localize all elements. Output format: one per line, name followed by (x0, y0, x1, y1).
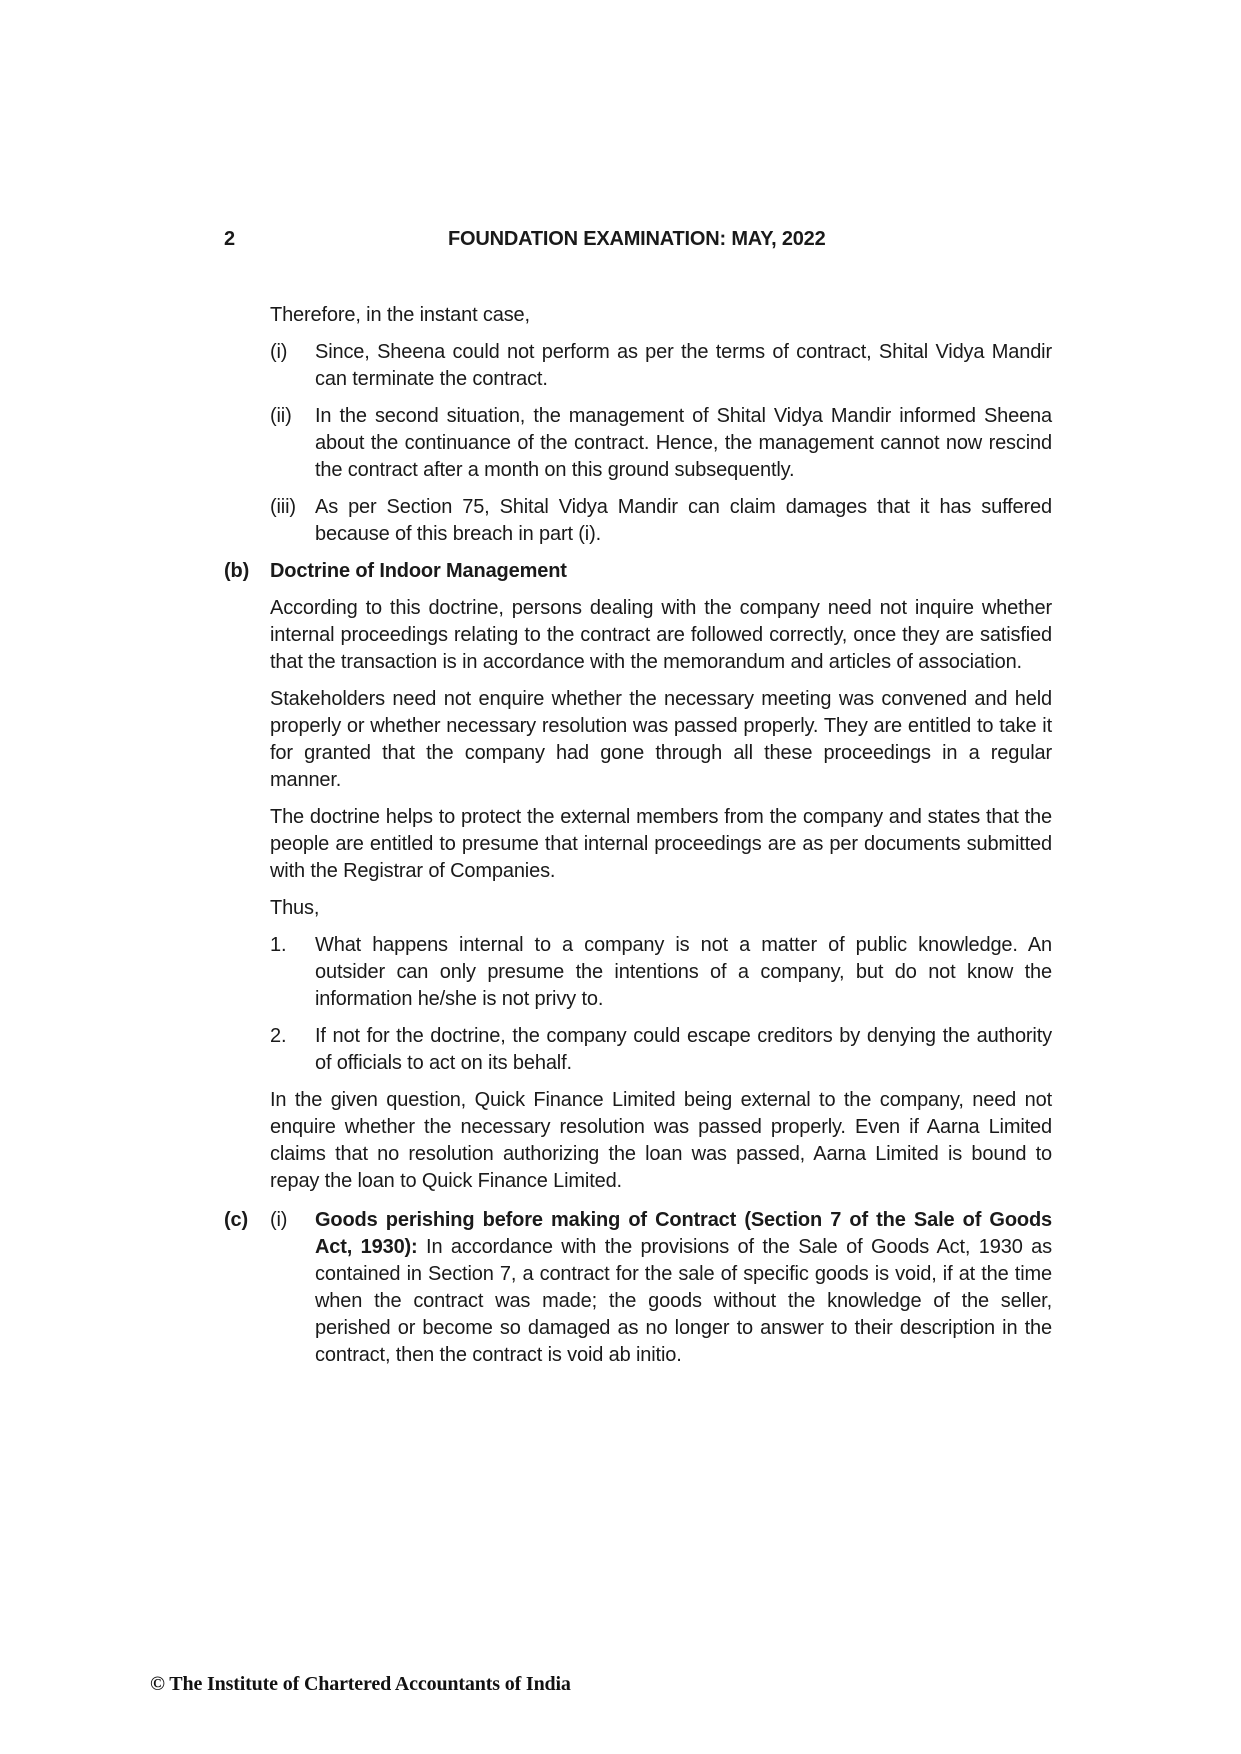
section-c-text: In accordance with the provisions of the Sale of Goods Act, 1930 as contained in Section 7, a contract for the sale of specific goods is void, if at the time when the contract was made; the goods without the knowledge of the seller, perished or become so damaged as no longer to answer to their description in the contract, then the contract is void ab initio. (315, 1236, 1052, 1366)
section-c (224, 1207, 1052, 1369)
page-header (0, 226, 1241, 256)
list-item (224, 1023, 1052, 1077)
list-item (224, 932, 1052, 1013)
paragraph: The doctrine helps to protect the external members from the company and states that the people are entitled to presume that internal proceedings are as per documents submitted with the Registrar of Companies. (270, 806, 1052, 882)
conclusion-paragraph: In the given question, Quick Finance Limited being external to the company, need not enquire whether the necessary resolution was passed properly. Even if Aarna Limited claims that no resolution authorizing the loan was passed, Aarna Limited is bound to repay the loan to Quick Finance Limited. (270, 1089, 1052, 1192)
list-item (224, 494, 1052, 548)
item-marker: (ii) (270, 405, 292, 427)
section-c-lead: Goods perishing before making of Contract (Section 7 of the Sale of Goods Act, 1930): (315, 1209, 1052, 1258)
item-marker: 2. (270, 1025, 287, 1047)
list-item (224, 339, 1052, 393)
item-text: Since, Sheena could not perform as per the terms of contract, Shital Vidya Mandir can terminate the contract. (315, 341, 1052, 390)
item-marker: (i) (270, 341, 288, 363)
sub-marker: (i) (270, 1209, 288, 1231)
copyright-footer: © The Institute of Chartered Accountants of India (150, 1673, 571, 1695)
paragraph: Stakeholders need not enquire whether the necessary meeting was convened and held properly or whether necessary resolution was passed properly. They are entitled to take it for granted that the company had gone through all these proceedings in a regular manner. (270, 688, 1052, 791)
page-body (224, 302, 1052, 1369)
item-text: If not for the doctrine, the company could escape creditors by denying the authority of officials to act on its behalf. (315, 1025, 1052, 1074)
section-marker: (b) (224, 560, 250, 582)
section-b-heading (224, 558, 1052, 585)
item-text: As per Section 75, Shital Vidya Mandir can claim damages that it has suffered because of this breach in part (i). (315, 496, 1052, 545)
section-marker: (c) (224, 1209, 248, 1231)
list-item (224, 403, 1052, 484)
paragraph: According to this doctrine, persons dealing with the company need not inquire whether internal proceedings relating to the contract are followed correctly, once they are satisfied that the transaction is in accordance with the memorandum and articles of association. (270, 597, 1052, 673)
thus-line: Thus, (270, 897, 320, 919)
section-title: Doctrine of Indoor Management (270, 560, 567, 582)
running-title: FOUNDATION EXAMINATION: MAY, 2022 (448, 228, 826, 250)
item-text: What happens internal to a company is not a matter of public knowledge. An outsider can only presume the intentions of a company, but do not know the information he/she is not privy to. (315, 934, 1052, 1010)
item-marker: 1. (270, 934, 287, 956)
page-number: 2 (224, 228, 235, 250)
item-text: In the second situation, the management of Shital Vidya Mandir informed Sheena about the continuance of the contract. Hence, the management cannot now rescind the contract after a month on this ground subsequently. (315, 405, 1052, 481)
item-marker: (iii) (270, 496, 296, 518)
intro-line: Therefore, in the instant case, (270, 304, 530, 326)
